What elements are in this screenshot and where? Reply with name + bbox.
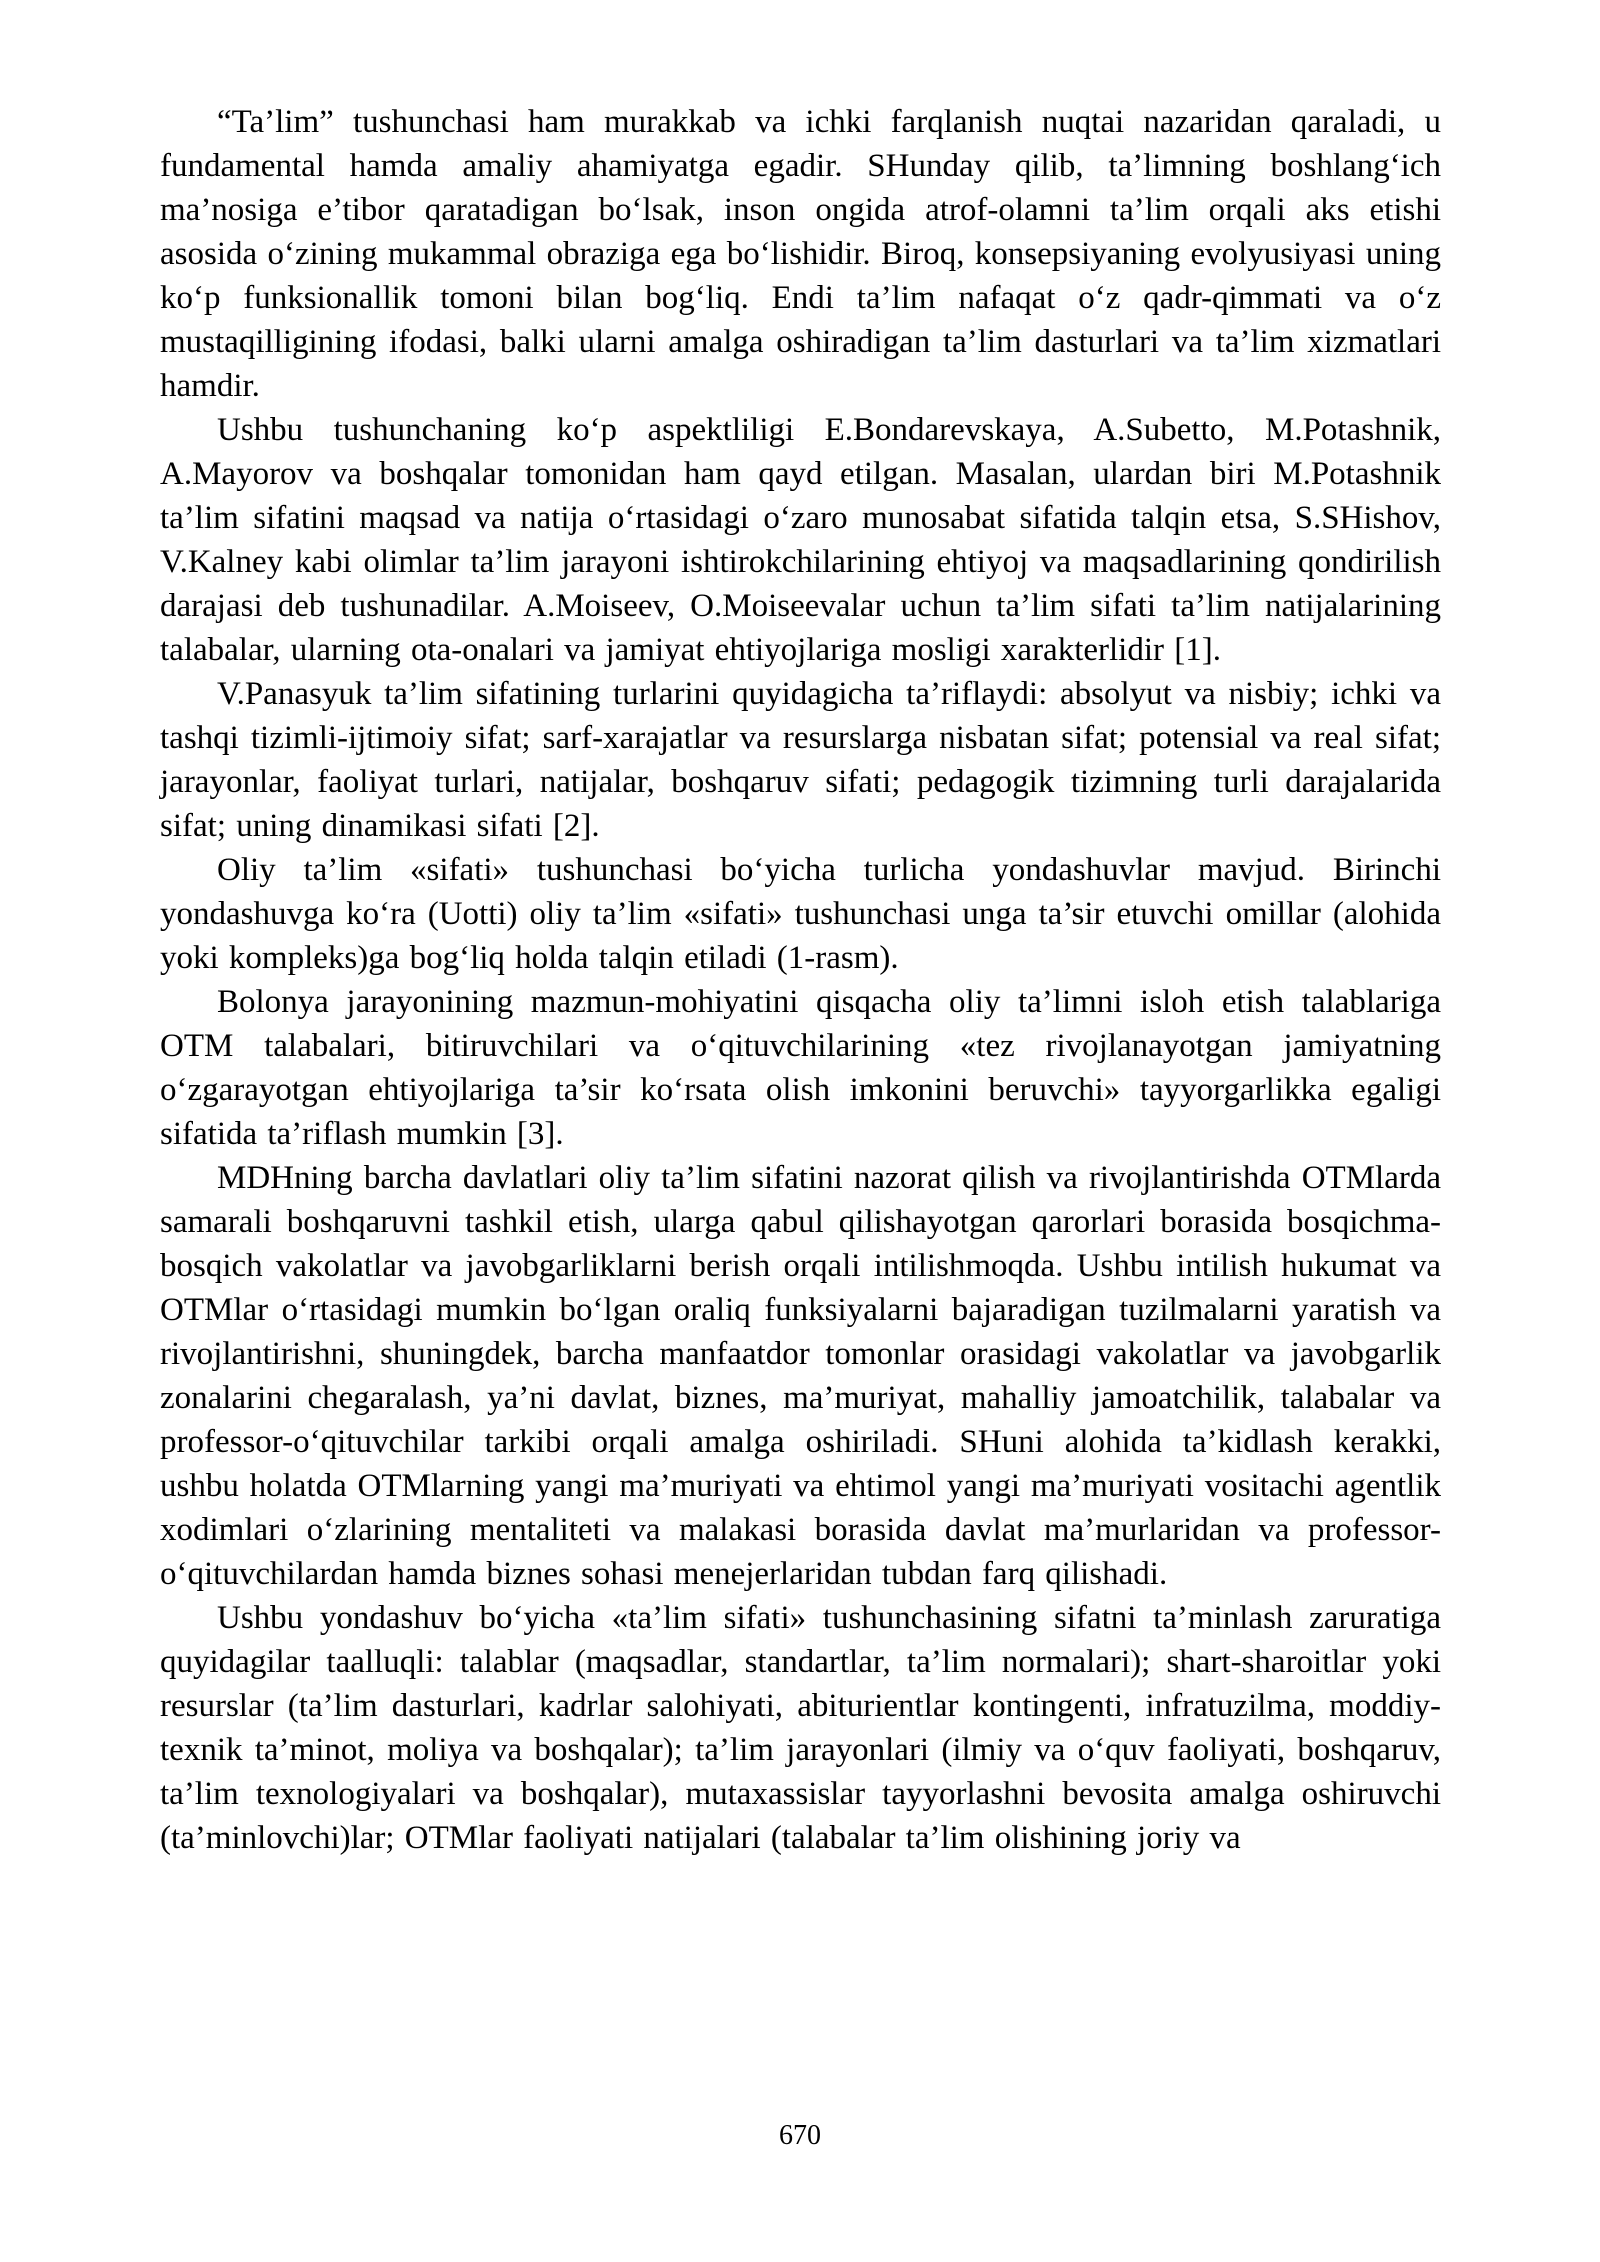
paragraph: Oliy ta’lim «sifati» tushunchasi bo‘yicha turlicha yondashuvlar mavjud. Birinchi yondashuvga ko‘ra (Uotti) oliy ta’lim «sifati» tushunchasi unga ta’sir etuvchi omillar (alohida yoki kompleks)ga bog‘liq holda talqin etiladi (1-rasm). xyxy=(160,852,1441,976)
page-number: 670 xyxy=(779,2120,821,2151)
paragraph: Ushbu tushunchaning ko‘p aspektliligi E.Bondarevskaya, A.Subetto, M.Potashnik, A.Mayorov va boshqalar tomonidan ham qayd etilgan. Masalan, ulardan biri M.Potashnik ta’lim sifatini maqsad va natija o‘rtasidagi o‘zaro munosabat sifatida talqin etsa, S.SHishov, V.Kalney kabi olimlar ta’lim jarayoni ishtirokchilarining ehtiyoj va maqsadlarining qondirilish darajasi deb tushunadilar. A.Moiseev, O.Moiseevalar uchun ta’lim sifati ta’lim natijalarining talabalar, ularning ota-onalari va jamiyat ehtiyojlariga mosligi xarakterlidir [1]. xyxy=(160,412,1441,668)
paragraph: Bolonya jarayonining mazmun-mohiyatini qisqacha oliy ta’limni isloh etish talablariga OTM talabalari, bitiruvchilari va o‘qituvchilarining «tez rivojlanayotgan jamiyatning o‘zgarayotgan ehtiyojlariga ta’sir ko‘rsata olish imkonini beruvchi» tayyorgarlikka egaligi sifatida ta’riflash mumkin [3]. xyxy=(160,984,1441,1152)
paragraph: V.Panasyuk ta’lim sifatining turlarini quyidagicha ta’riflaydi: absolyut va nisbiy; ichki va tashqi tizimli-ijtimoiy sifat; sarf-xarajatlar va resurslarga nisbatan sifat; potensial va real sifat; jarayonlar, faoliyat turlari, natijalar, boshqaruv sifati; pedagogik tizimning turli darajalarida sifat; uning dinamikasi sifati [2]. xyxy=(160,676,1441,844)
paragraph: MDHning barcha davlatlari oliy ta’lim sifatini nazorat qilish va rivojlantirishda OTMlarda samarali boshqaruvni tashkil etish, ularga qabul qilishayotgan qarorlari borasida bosqichma-bosqich vakolatlar va javobgarliklarni berish orqali intilishmoqda. Ushbu intilish hukumat va OTMlar o‘rtasidagi mumkin bo‘lgan oraliq funksiyalarni bajaradigan tuzilmalarni yaratish va rivojlantirishni, shuningdek, barcha manfaatdor tomonlar orasidagi vakolatlar va javobgarlik zonalarini chegaralash, ya’ni davlat, biznes, ma’muriyat, mahalliy jamoatchilik, talabalar va professor-o‘qituvchilar tarkibi orqali amalga oshiriladi. SHuni alohida ta’kidlash kerakki, ushbu holatda OTMlarning yangi ma’muriyati va ehtimol yangi ma’muriyati vositachi agentlik xodimlari o‘zlarining mentaliteti va malakasi borasida davlat ma’murlaridan va professor-o‘qituvchilardan hamda biznes sohasi menejerlaridan tubdan farq qilishadi. xyxy=(160,1160,1441,1592)
page-body-text xyxy=(160,100,1441,1860)
paragraph: “Ta’lim” tushunchasi ham murakkab va ichki farqlanish nuqtai nazaridan qaraladi, u fundamental hamda amaliy ahamiyatga egadir. SHunday qilib, ta’limning boshlang‘ich ma’nosiga e’tibor qaratadigan bo‘lsak, inson ongida atrof-olamni ta’lim orqali aks etishi asosida o‘zining mukammal obraziga ega bo‘lishidir. Biroq, konsepsiyaning evolyusiyasi uning ko‘p funksionallik tomoni bilan bog‘liq. Endi ta’lim nafaqat o‘z qadr-qimmati va o‘z mustaqilligining ifodasi, balki ularni amalga oshiradigan ta’lim dasturlari va ta’lim xizmatlari hamdir. xyxy=(160,104,1441,404)
paragraph: Ushbu yondashuv bo‘yicha «ta’lim sifati» tushunchasining sifatni ta’minlash zaruratiga quyidagilar taalluqli: talablar (maqsadlar, standartlar, ta’lim normalari); shart-sharoitlar yoki resurslar (ta’lim dasturlari, kadrlar salohiyati, abiturientlar kontingenti, infratuzilma, moddiy-texnik ta’minot, moliya va boshqalar); ta’lim jarayonlari (ilmiy va o‘quv faoliyati, boshqaruv, ta’lim texnologiyalari va boshqalar), mutaxassislar tayyorlashni bevosita amalga oshiruvchi (ta’minlovchi)lar; OTMlar faoliyati natijalari (talabalar ta’lim olishining joriy va xyxy=(160,1600,1441,1856)
